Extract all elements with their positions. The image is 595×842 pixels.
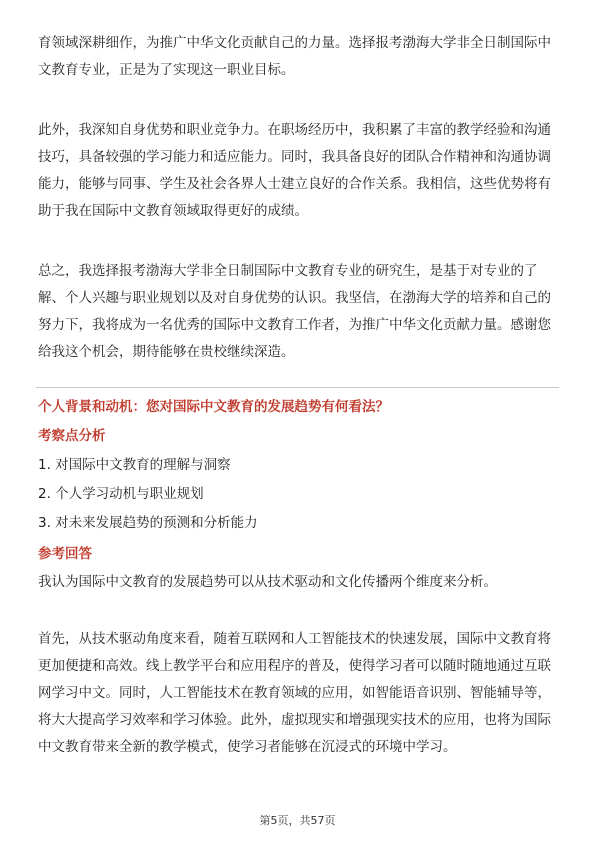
- list-item: 1. 对国际中文教育的理解与洞察: [38, 457, 231, 473]
- answer-paragraph-1: 我认为国际中文教育的发展趋势可以从技术驱动和文化传播两个维度来分析。: [38, 574, 497, 590]
- body-paragraph-1: 育领域深耕细作，为推广中华文化贡献自己的力量。选择报考渤海大学非全日制国际中文教育专业，正是为了实现这一职业目标。: [38, 35, 551, 78]
- body-paragraph-2: 此外，我深知自身优势和职业竞争力。在职场经历中，我积累了丰富的教学经验和沟通技巧，具备较强的学习能力和适应能力。同时，我具备良好的团队合作精神和沟通协调能力，能够与同事、学生及社会各界人士建立良好的合作关系。我相信，这些优势将有助于我在国际中文教育领域取得更好的成绩。: [38, 122, 551, 219]
- page-number: 第5页，共57页: [259, 814, 336, 827]
- analysis-list: [38, 451, 559, 538]
- analysis-heading: 考察点分析: [38, 428, 106, 444]
- list-item: 3. 对未来发展趋势的预测和分析能力: [38, 515, 258, 531]
- question-heading: 个人背景和动机：您对国际中文教育的发展趋势有何看法？: [38, 399, 389, 415]
- answer-paragraph-2: 首先，从技术驱动角度来看，随着互联网和人工智能技术的快速发展，国际中文教育将更加便捷和高效。线上教学平台和应用程序的普及，使得学习者可以随时随地通过互联网学习中文。同时，人工智能技术在教育领域的应用，如智能语音识别、智能辅导等，将大大提高学习效率和学习体验。此外，虚拟现实和增强现实技术的应用，也将为国际中文教育带来全新的教学模式，使学习者能够在沉浸式的环境中学习。: [38, 631, 551, 755]
- body-paragraph-3: 总之，我选择报考渤海大学非全日制国际中文教育专业的研究生，是基于对专业的了解、个人兴趣与职业规划以及对自身优势的认识。我坚信，在渤海大学的培养和自己的努力下，我将成为一名优秀的国际中文教育工作者，为推广中华文化贡献力量。感谢您给我这个机会，期待能够在贵校继续深造。: [38, 263, 551, 360]
- answer-heading: 参考回答: [38, 546, 92, 562]
- list-item: 2. 个人学习动机与职业规划: [38, 486, 204, 502]
- section-divider: [36, 387, 559, 388]
